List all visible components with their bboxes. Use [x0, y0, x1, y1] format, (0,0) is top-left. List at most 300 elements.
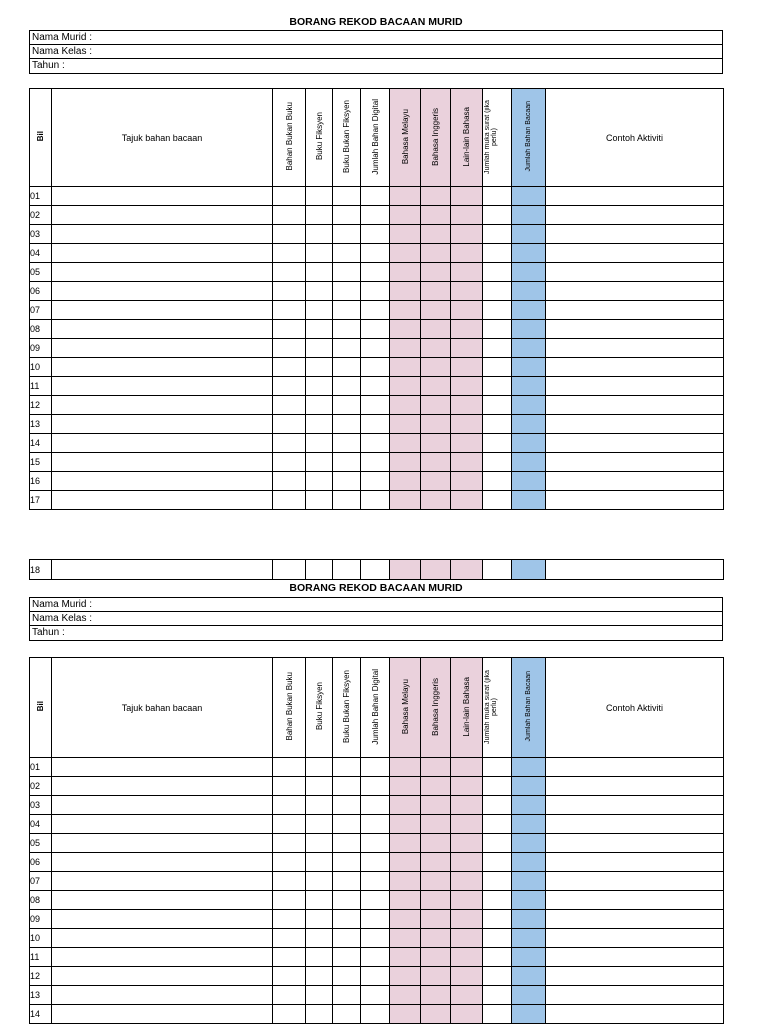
cell-contoh-aktiviti[interactable] [546, 339, 724, 358]
cell-bahan-bukan-buku[interactable] [273, 853, 306, 872]
cell-tajuk[interactable] [52, 206, 273, 225]
cell-bahan-bukan-buku[interactable] [273, 415, 306, 434]
cell-contoh-aktiviti[interactable] [546, 967, 724, 986]
cell-jumlah-muka-surat[interactable] [483, 986, 512, 1005]
cell-bahasa-inggeris[interactable] [421, 560, 451, 580]
cell-jumlah-bahan-digital[interactable] [361, 206, 390, 225]
cell-jumlah-muka-surat[interactable] [483, 560, 512, 580]
cell-jumlah-bahan-digital[interactable] [361, 415, 390, 434]
cell-jumlah-bahan-digital[interactable] [361, 834, 390, 853]
cell-buku-fiksyen[interactable] [306, 796, 333, 815]
cell-jumlah-bahan-digital[interactable] [361, 320, 390, 339]
cell-contoh-aktiviti[interactable] [546, 434, 724, 453]
cell-buku-bukan-fiksyen[interactable] [333, 263, 361, 282]
cell-bahasa-melayu[interactable] [390, 853, 421, 872]
cell-bahasa-melayu[interactable] [390, 986, 421, 1005]
cell-bahan-bukan-buku[interactable] [273, 225, 306, 244]
cell-lain-lain-bahasa[interactable] [451, 491, 483, 510]
cell-lain-lain-bahasa[interactable] [451, 967, 483, 986]
cell-bahasa-inggeris[interactable] [421, 472, 451, 491]
cell-jumlah-bahan-bacaan[interactable] [512, 834, 546, 853]
cell-jumlah-bahan-digital[interactable] [361, 891, 390, 910]
cell-bahasa-inggeris[interactable] [421, 434, 451, 453]
cell-buku-fiksyen[interactable] [306, 834, 333, 853]
cell-lain-lain-bahasa[interactable] [451, 1005, 483, 1024]
cell-jumlah-bahan-bacaan[interactable] [512, 263, 546, 282]
cell-bahan-bukan-buku[interactable] [273, 1005, 306, 1024]
cell-contoh-aktiviti[interactable] [546, 206, 724, 225]
cell-bahasa-inggeris[interactable] [421, 320, 451, 339]
cell-bahasa-inggeris[interactable] [421, 986, 451, 1005]
cell-buku-bukan-fiksyen[interactable] [333, 339, 361, 358]
cell-jumlah-muka-surat[interactable] [483, 929, 512, 948]
cell-jumlah-bahan-bacaan[interactable] [512, 225, 546, 244]
cell-jumlah-bahan-digital[interactable] [361, 282, 390, 301]
cell-jumlah-bahan-digital[interactable] [361, 815, 390, 834]
cell-buku-bukan-fiksyen[interactable] [333, 777, 361, 796]
cell-contoh-aktiviti[interactable] [546, 453, 724, 472]
cell-tajuk[interactable] [52, 415, 273, 434]
cell-bahasa-melayu[interactable] [390, 320, 421, 339]
cell-lain-lain-bahasa[interactable] [451, 872, 483, 891]
cell-tajuk[interactable] [52, 834, 273, 853]
cell-jumlah-bahan-bacaan[interactable] [512, 986, 546, 1005]
cell-contoh-aktiviti[interactable] [546, 872, 724, 891]
cell-jumlah-bahan-bacaan[interactable] [512, 339, 546, 358]
cell-bahasa-melayu[interactable] [390, 967, 421, 986]
cell-lain-lain-bahasa[interactable] [451, 758, 483, 777]
cell-contoh-aktiviti[interactable] [546, 244, 724, 263]
cell-jumlah-muka-surat[interactable] [483, 377, 512, 396]
cell-bahasa-melayu[interactable] [390, 244, 421, 263]
cell-jumlah-bahan-digital[interactable] [361, 434, 390, 453]
cell-lain-lain-bahasa[interactable] [451, 187, 483, 206]
cell-bahasa-melayu[interactable] [390, 339, 421, 358]
cell-bahasa-inggeris[interactable] [421, 815, 451, 834]
cell-bahasa-inggeris[interactable] [421, 1005, 451, 1024]
cell-tajuk[interactable] [52, 891, 273, 910]
cell-buku-bukan-fiksyen[interactable] [333, 187, 361, 206]
cell-tajuk[interactable] [52, 263, 273, 282]
cell-lain-lain-bahasa[interactable] [451, 358, 483, 377]
cell-jumlah-muka-surat[interactable] [483, 301, 512, 320]
cell-contoh-aktiviti[interactable] [546, 377, 724, 396]
cell-jumlah-muka-surat[interactable] [483, 225, 512, 244]
cell-bahasa-melayu[interactable] [390, 472, 421, 491]
cell-jumlah-bahan-bacaan[interactable] [512, 244, 546, 263]
cell-contoh-aktiviti[interactable] [546, 910, 724, 929]
cell-jumlah-muka-surat[interactable] [483, 358, 512, 377]
cell-jumlah-bahan-digital[interactable] [361, 358, 390, 377]
cell-bahan-bukan-buku[interactable] [273, 560, 306, 580]
cell-tajuk[interactable] [52, 910, 273, 929]
cell-bahan-bukan-buku[interactable] [273, 339, 306, 358]
cell-tajuk[interactable] [52, 872, 273, 891]
cell-bahasa-inggeris[interactable] [421, 206, 451, 225]
cell-bahan-bukan-buku[interactable] [273, 377, 306, 396]
field-tahun[interactable]: Tahun : [32, 60, 65, 71]
cell-bahasa-inggeris[interactable] [421, 339, 451, 358]
cell-bahasa-inggeris[interactable] [421, 910, 451, 929]
cell-bahan-bukan-buku[interactable] [273, 834, 306, 853]
cell-buku-fiksyen[interactable] [306, 872, 333, 891]
cell-buku-fiksyen[interactable] [306, 929, 333, 948]
cell-jumlah-muka-surat[interactable] [483, 434, 512, 453]
cell-jumlah-bahan-digital[interactable] [361, 453, 390, 472]
cell-tajuk[interactable] [52, 986, 273, 1005]
cell-tajuk[interactable] [52, 777, 273, 796]
cell-jumlah-bahan-digital[interactable] [361, 929, 390, 948]
cell-lain-lain-bahasa[interactable] [451, 415, 483, 434]
cell-bahasa-melayu[interactable] [390, 910, 421, 929]
cell-buku-fiksyen[interactable] [306, 853, 333, 872]
cell-tajuk[interactable] [52, 377, 273, 396]
cell-contoh-aktiviti[interactable] [546, 358, 724, 377]
cell-contoh-aktiviti[interactable] [546, 796, 724, 815]
cell-bahasa-melayu[interactable] [390, 560, 421, 580]
cell-jumlah-muka-surat[interactable] [483, 282, 512, 301]
cell-jumlah-muka-surat[interactable] [483, 948, 512, 967]
cell-lain-lain-bahasa[interactable] [451, 796, 483, 815]
cell-jumlah-bahan-digital[interactable] [361, 396, 390, 415]
cell-bahasa-inggeris[interactable] [421, 282, 451, 301]
cell-bahasa-melayu[interactable] [390, 187, 421, 206]
cell-buku-bukan-fiksyen[interactable] [333, 1005, 361, 1024]
cell-bahasa-melayu[interactable] [390, 415, 421, 434]
cell-buku-fiksyen[interactable] [306, 339, 333, 358]
cell-buku-bukan-fiksyen[interactable] [333, 967, 361, 986]
cell-buku-fiksyen[interactable] [306, 453, 333, 472]
cell-bahan-bukan-buku[interactable] [273, 358, 306, 377]
cell-tajuk[interactable] [52, 301, 273, 320]
cell-jumlah-bahan-bacaan[interactable] [512, 872, 546, 891]
cell-contoh-aktiviti[interactable] [546, 491, 724, 510]
cell-jumlah-bahan-bacaan[interactable] [512, 1005, 546, 1024]
cell-bahasa-melayu[interactable] [390, 815, 421, 834]
cell-bahasa-melayu[interactable] [390, 758, 421, 777]
cell-jumlah-bahan-digital[interactable] [361, 187, 390, 206]
cell-bahan-bukan-buku[interactable] [273, 967, 306, 986]
cell-jumlah-muka-surat[interactable] [483, 396, 512, 415]
cell-bahasa-melayu[interactable] [390, 358, 421, 377]
cell-buku-fiksyen[interactable] [306, 758, 333, 777]
cell-buku-bukan-fiksyen[interactable] [333, 560, 361, 580]
cell-bahasa-melayu[interactable] [390, 434, 421, 453]
cell-jumlah-bahan-bacaan[interactable] [512, 853, 546, 872]
cell-buku-fiksyen[interactable] [306, 282, 333, 301]
cell-jumlah-muka-surat[interactable] [483, 491, 512, 510]
cell-tajuk[interactable] [52, 225, 273, 244]
cell-tajuk[interactable] [52, 929, 273, 948]
cell-buku-bukan-fiksyen[interactable] [333, 815, 361, 834]
cell-jumlah-bahan-digital[interactable] [361, 1005, 390, 1024]
cell-bahan-bukan-buku[interactable] [273, 206, 306, 225]
cell-bahasa-inggeris[interactable] [421, 301, 451, 320]
cell-bahasa-inggeris[interactable] [421, 377, 451, 396]
cell-bahasa-inggeris[interactable] [421, 263, 451, 282]
cell-jumlah-bahan-bacaan[interactable] [512, 377, 546, 396]
cell-buku-bukan-fiksyen[interactable] [333, 434, 361, 453]
cell-tajuk[interactable] [52, 358, 273, 377]
cell-contoh-aktiviti[interactable] [546, 815, 724, 834]
cell-jumlah-bahan-bacaan[interactable] [512, 415, 546, 434]
cell-tajuk[interactable] [52, 396, 273, 415]
cell-jumlah-muka-surat[interactable] [483, 415, 512, 434]
cell-buku-fiksyen[interactable] [306, 472, 333, 491]
cell-bahasa-inggeris[interactable] [421, 187, 451, 206]
cell-buku-fiksyen[interactable] [306, 910, 333, 929]
cell-buku-fiksyen[interactable] [306, 301, 333, 320]
cell-buku-bukan-fiksyen[interactable] [333, 910, 361, 929]
cell-jumlah-muka-surat[interactable] [483, 244, 512, 263]
cell-bahan-bukan-buku[interactable] [273, 187, 306, 206]
cell-jumlah-bahan-bacaan[interactable] [512, 560, 546, 580]
cell-jumlah-muka-surat[interactable] [483, 472, 512, 491]
cell-jumlah-muka-surat[interactable] [483, 263, 512, 282]
cell-jumlah-bahan-digital[interactable] [361, 263, 390, 282]
cell-tajuk[interactable] [52, 434, 273, 453]
cell-lain-lain-bahasa[interactable] [451, 301, 483, 320]
cell-jumlah-bahan-digital[interactable] [361, 244, 390, 263]
cell-contoh-aktiviti[interactable] [546, 853, 724, 872]
cell-contoh-aktiviti[interactable] [546, 187, 724, 206]
cell-jumlah-bahan-digital[interactable] [361, 986, 390, 1005]
cell-jumlah-muka-surat[interactable] [483, 320, 512, 339]
cell-bahan-bukan-buku[interactable] [273, 910, 306, 929]
cell-tajuk[interactable] [52, 282, 273, 301]
cell-bahasa-inggeris[interactable] [421, 396, 451, 415]
cell-buku-bukan-fiksyen[interactable] [333, 758, 361, 777]
cell-bahan-bukan-buku[interactable] [273, 872, 306, 891]
cell-bahan-bukan-buku[interactable] [273, 891, 306, 910]
cell-lain-lain-bahasa[interactable] [451, 263, 483, 282]
cell-jumlah-muka-surat[interactable] [483, 187, 512, 206]
cell-bahan-bukan-buku[interactable] [273, 929, 306, 948]
cell-jumlah-bahan-bacaan[interactable] [512, 358, 546, 377]
cell-buku-bukan-fiksyen[interactable] [333, 301, 361, 320]
cell-buku-fiksyen[interactable] [306, 358, 333, 377]
cell-contoh-aktiviti[interactable] [546, 301, 724, 320]
cell-bahasa-inggeris[interactable] [421, 891, 451, 910]
cell-buku-bukan-fiksyen[interactable] [333, 206, 361, 225]
cell-bahan-bukan-buku[interactable] [273, 301, 306, 320]
cell-jumlah-bahan-digital[interactable] [361, 777, 390, 796]
cell-jumlah-bahan-bacaan[interactable] [512, 187, 546, 206]
cell-jumlah-bahan-bacaan[interactable] [512, 320, 546, 339]
cell-jumlah-bahan-digital[interactable] [361, 872, 390, 891]
cell-bahasa-melayu[interactable] [390, 796, 421, 815]
cell-jumlah-bahan-digital[interactable] [361, 472, 390, 491]
cell-buku-bukan-fiksyen[interactable] [333, 491, 361, 510]
cell-bahasa-inggeris[interactable] [421, 225, 451, 244]
cell-contoh-aktiviti[interactable] [546, 225, 724, 244]
cell-buku-fiksyen[interactable] [306, 891, 333, 910]
cell-jumlah-muka-surat[interactable] [483, 453, 512, 472]
cell-lain-lain-bahasa[interactable] [451, 853, 483, 872]
cell-jumlah-bahan-digital[interactable] [361, 560, 390, 580]
cell-buku-bukan-fiksyen[interactable] [333, 872, 361, 891]
cell-lain-lain-bahasa[interactable] [451, 225, 483, 244]
cell-bahan-bukan-buku[interactable] [273, 263, 306, 282]
cell-bahasa-melayu[interactable] [390, 396, 421, 415]
field-tahun-2[interactable]: Tahun : [32, 627, 65, 638]
cell-tajuk[interactable] [52, 339, 273, 358]
cell-bahasa-melayu[interactable] [390, 872, 421, 891]
cell-jumlah-muka-surat[interactable] [483, 815, 512, 834]
cell-bahasa-inggeris[interactable] [421, 415, 451, 434]
cell-contoh-aktiviti[interactable] [546, 986, 724, 1005]
cell-jumlah-bahan-bacaan[interactable] [512, 967, 546, 986]
cell-tajuk[interactable] [52, 491, 273, 510]
cell-buku-bukan-fiksyen[interactable] [333, 225, 361, 244]
cell-bahasa-melayu[interactable] [390, 834, 421, 853]
cell-buku-bukan-fiksyen[interactable] [333, 796, 361, 815]
cell-bahasa-inggeris[interactable] [421, 796, 451, 815]
cell-buku-bukan-fiksyen[interactable] [333, 948, 361, 967]
cell-bahan-bukan-buku[interactable] [273, 948, 306, 967]
cell-lain-lain-bahasa[interactable] [451, 834, 483, 853]
cell-buku-bukan-fiksyen[interactable] [333, 377, 361, 396]
cell-buku-fiksyen[interactable] [306, 1005, 333, 1024]
cell-bahan-bukan-buku[interactable] [273, 472, 306, 491]
cell-buku-fiksyen[interactable] [306, 491, 333, 510]
cell-jumlah-bahan-bacaan[interactable] [512, 206, 546, 225]
cell-bahan-bukan-buku[interactable] [273, 282, 306, 301]
cell-buku-fiksyen[interactable] [306, 967, 333, 986]
cell-contoh-aktiviti[interactable] [546, 320, 724, 339]
cell-jumlah-bahan-digital[interactable] [361, 225, 390, 244]
cell-bahasa-melayu[interactable] [390, 263, 421, 282]
cell-buku-bukan-fiksyen[interactable] [333, 358, 361, 377]
cell-buku-bukan-fiksyen[interactable] [333, 396, 361, 415]
cell-lain-lain-bahasa[interactable] [451, 453, 483, 472]
cell-lain-lain-bahasa[interactable] [451, 929, 483, 948]
cell-jumlah-bahan-bacaan[interactable] [512, 282, 546, 301]
cell-tajuk[interactable] [52, 815, 273, 834]
cell-bahasa-melayu[interactable] [390, 453, 421, 472]
cell-jumlah-bahan-bacaan[interactable] [512, 929, 546, 948]
cell-bahasa-melayu[interactable] [390, 777, 421, 796]
cell-bahan-bukan-buku[interactable] [273, 320, 306, 339]
cell-bahasa-inggeris[interactable] [421, 244, 451, 263]
cell-bahan-bukan-buku[interactable] [273, 491, 306, 510]
cell-bahan-bukan-buku[interactable] [273, 796, 306, 815]
cell-lain-lain-bahasa[interactable] [451, 910, 483, 929]
cell-tajuk[interactable] [52, 472, 273, 491]
cell-tajuk[interactable] [52, 948, 273, 967]
cell-bahasa-inggeris[interactable] [421, 872, 451, 891]
cell-tajuk[interactable] [52, 758, 273, 777]
cell-jumlah-bahan-bacaan[interactable] [512, 434, 546, 453]
cell-buku-bukan-fiksyen[interactable] [333, 986, 361, 1005]
cell-jumlah-bahan-bacaan[interactable] [512, 796, 546, 815]
cell-contoh-aktiviti[interactable] [546, 834, 724, 853]
cell-jumlah-bahan-bacaan[interactable] [512, 472, 546, 491]
cell-buku-fiksyen[interactable] [306, 396, 333, 415]
cell-jumlah-muka-surat[interactable] [483, 872, 512, 891]
cell-jumlah-bahan-digital[interactable] [361, 796, 390, 815]
cell-contoh-aktiviti[interactable] [546, 1005, 724, 1024]
cell-jumlah-bahan-bacaan[interactable] [512, 453, 546, 472]
cell-jumlah-muka-surat[interactable] [483, 853, 512, 872]
cell-lain-lain-bahasa[interactable] [451, 948, 483, 967]
cell-buku-bukan-fiksyen[interactable] [333, 415, 361, 434]
cell-bahasa-inggeris[interactable] [421, 853, 451, 872]
cell-jumlah-bahan-digital[interactable] [361, 948, 390, 967]
cell-buku-bukan-fiksyen[interactable] [333, 244, 361, 263]
cell-lain-lain-bahasa[interactable] [451, 396, 483, 415]
cell-jumlah-bahan-bacaan[interactable] [512, 396, 546, 415]
cell-bahan-bukan-buku[interactable] [273, 453, 306, 472]
cell-jumlah-muka-surat[interactable] [483, 910, 512, 929]
cell-bahan-bukan-buku[interactable] [273, 434, 306, 453]
cell-buku-fiksyen[interactable] [306, 434, 333, 453]
cell-buku-bukan-fiksyen[interactable] [333, 834, 361, 853]
cell-lain-lain-bahasa[interactable] [451, 434, 483, 453]
cell-bahan-bukan-buku[interactable] [273, 244, 306, 263]
cell-tajuk[interactable] [52, 853, 273, 872]
cell-bahasa-melayu[interactable] [390, 301, 421, 320]
cell-jumlah-muka-surat[interactable] [483, 206, 512, 225]
cell-jumlah-muka-surat[interactable] [483, 758, 512, 777]
cell-contoh-aktiviti[interactable] [546, 560, 724, 580]
cell-contoh-aktiviti[interactable] [546, 948, 724, 967]
cell-bahasa-melayu[interactable] [390, 206, 421, 225]
cell-contoh-aktiviti[interactable] [546, 282, 724, 301]
cell-bahasa-melayu[interactable] [390, 1005, 421, 1024]
cell-buku-fiksyen[interactable] [306, 225, 333, 244]
cell-jumlah-bahan-digital[interactable] [361, 853, 390, 872]
cell-tajuk[interactable] [52, 187, 273, 206]
cell-tajuk[interactable] [52, 244, 273, 263]
field-nama-murid[interactable]: Nama Murid : [30, 31, 722, 45]
cell-bahasa-inggeris[interactable] [421, 758, 451, 777]
cell-buku-fiksyen[interactable] [306, 948, 333, 967]
cell-lain-lain-bahasa[interactable] [451, 777, 483, 796]
cell-bahan-bukan-buku[interactable] [273, 396, 306, 415]
cell-contoh-aktiviti[interactable] [546, 415, 724, 434]
cell-jumlah-bahan-digital[interactable] [361, 758, 390, 777]
cell-lain-lain-bahasa[interactable] [451, 206, 483, 225]
cell-lain-lain-bahasa[interactable] [451, 815, 483, 834]
cell-lain-lain-bahasa[interactable] [451, 282, 483, 301]
cell-buku-bukan-fiksyen[interactable] [333, 320, 361, 339]
cell-bahasa-inggeris[interactable] [421, 358, 451, 377]
cell-contoh-aktiviti[interactable] [546, 929, 724, 948]
cell-buku-fiksyen[interactable] [306, 244, 333, 263]
cell-bahasa-inggeris[interactable] [421, 453, 451, 472]
field-nama-kelas-2[interactable]: Nama Kelas : [30, 612, 722, 626]
cell-jumlah-muka-surat[interactable] [483, 796, 512, 815]
cell-buku-fiksyen[interactable] [306, 263, 333, 282]
cell-jumlah-muka-surat[interactable] [483, 834, 512, 853]
cell-jumlah-bahan-digital[interactable] [361, 491, 390, 510]
cell-buku-fiksyen[interactable] [306, 415, 333, 434]
cell-bahasa-melayu[interactable] [390, 377, 421, 396]
cell-lain-lain-bahasa[interactable] [451, 339, 483, 358]
cell-buku-bukan-fiksyen[interactable] [333, 853, 361, 872]
cell-jumlah-bahan-bacaan[interactable] [512, 815, 546, 834]
cell-bahasa-inggeris[interactable] [421, 929, 451, 948]
cell-jumlah-muka-surat[interactable] [483, 891, 512, 910]
cell-buku-bukan-fiksyen[interactable] [333, 929, 361, 948]
cell-bahasa-inggeris[interactable] [421, 777, 451, 796]
cell-lain-lain-bahasa[interactable] [451, 560, 483, 580]
cell-bahasa-inggeris[interactable] [421, 491, 451, 510]
cell-buku-fiksyen[interactable] [306, 187, 333, 206]
cell-contoh-aktiviti[interactable] [546, 891, 724, 910]
cell-jumlah-muka-surat[interactable] [483, 339, 512, 358]
